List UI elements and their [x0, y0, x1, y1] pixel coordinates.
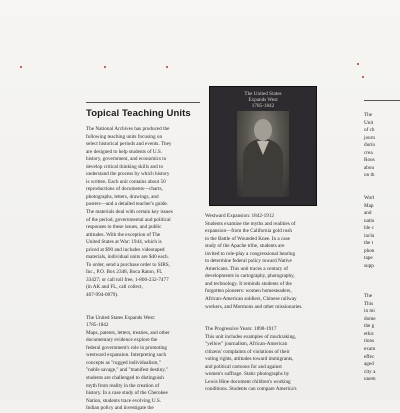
ink-speck [357, 63, 359, 65]
col3-line [364, 180, 400, 188]
col3-line: This [364, 300, 374, 307]
col3-line: natio [364, 217, 375, 224]
ink-speck [104, 66, 106, 68]
intro-line: history, government, and economics to [86, 156, 167, 163]
col3-line: crea [364, 149, 373, 156]
unit1-line: concepts as "rugged individualism," [86, 359, 161, 366]
book-cover-title [210, 91, 316, 109]
intro-line: reproductions of documents—charts, [86, 186, 163, 193]
col3-line: durin [364, 142, 375, 149]
col3-line: tions [364, 338, 375, 345]
unit1-line: federal government's role in promoting [86, 344, 168, 351]
col3-line: supp [364, 262, 374, 269]
unit1-line: "noble savage," and "manifest destiny," [86, 367, 168, 374]
unit1-dates: 1785-1842 [86, 322, 109, 329]
intro-line: are designed to help students of U.S. [86, 148, 163, 155]
col3-line [364, 270, 400, 278]
col3-fragments [364, 112, 400, 384]
col3-line: effec [364, 353, 375, 360]
col3-line: city a [364, 368, 376, 375]
col3-line: the g [364, 323, 375, 330]
intro-line: following teaching units focusing on [86, 133, 163, 140]
col3-line: inclu [364, 232, 375, 239]
unit3-line: "yellow" journalism, African-American [205, 341, 288, 348]
col3-line: ethic [364, 330, 375, 337]
unit2-line: forgotten pioneers: women homesteaders, [205, 288, 292, 295]
col3-line: ble c [364, 225, 374, 232]
intro-line: posters—and a detailed teacher's guide. [86, 201, 169, 208]
col3-line: on th [364, 172, 375, 179]
col3-top-rule [364, 100, 400, 101]
col3-line: Unit [364, 119, 374, 126]
unit2-line: workers, and Mormons and other missionaries. [205, 303, 303, 310]
intro-line: attitudes. With the exception of The [86, 231, 161, 238]
col3-line: Roos [364, 157, 375, 164]
unit3-heading: The Progressive Years: 1898-1917 [205, 326, 277, 333]
unit2-line: Students examine the myths and realities of [205, 220, 296, 227]
intro-line: Inc., P.O. Box 2348, Boca Raton, FL [86, 269, 163, 276]
unit3-line: and political cartoons for and against [205, 363, 282, 370]
unit1-line: documentary evidence explore the [86, 337, 158, 344]
unit2-line: to the Battle of Wounded Knee. In a case [205, 235, 290, 242]
unit1-line: history. In a case study of the Cherokee [86, 390, 168, 397]
intro-line: of the period, governmental and political [86, 216, 171, 223]
unit1-line: myth from reality in the creation of [86, 382, 160, 389]
intro-line: select historical periods and events. They [86, 141, 172, 148]
intro-line: is written. Each unit contains about 50 [86, 178, 166, 185]
ink-speck [166, 66, 168, 68]
col3-line: phon [364, 247, 375, 254]
col3-line: abou [364, 164, 375, 171]
col3-line: the t [364, 240, 374, 247]
book-cover-line: 1785-1842 [251, 103, 275, 109]
unit1-line: Maps, patents, letters, treaties, and other [86, 329, 170, 336]
unit3-line: This unit includes examples of muckraking, [205, 333, 297, 340]
col3-line: aged [364, 361, 374, 368]
unit1-body [86, 330, 202, 413]
unit2-heading: Westward Expansion: 1842-1912 [205, 213, 275, 219]
unit1-line: students are challenged to distinguish [86, 374, 164, 381]
col3-line: journ [364, 134, 375, 141]
page-title: Topical Teaching Units [86, 108, 191, 119]
col3-line [364, 286, 400, 294]
column-left [86, 126, 202, 413]
unit1-line: westward expansion. Interpreting such [86, 352, 167, 359]
book-cover-line: Expands West [248, 97, 278, 103]
unit3-body [205, 334, 324, 394]
book-cover-image [209, 86, 317, 206]
column-right-cropped [364, 112, 400, 384]
intro-line: The National Archives has produced the [86, 126, 170, 132]
column-middle [205, 213, 324, 394]
unit2-line: to determine federal policy toward Native [205, 258, 292, 265]
intro-line: materials, individual units are $40 each. [86, 254, 169, 261]
unit2-line: developments in cartography, photography, [205, 273, 295, 280]
col3-line [364, 187, 400, 195]
unit3-line: Lewis Hine document children's working [205, 378, 291, 385]
unit2-line: study of the Apache tribe, students are [205, 243, 285, 250]
intro-line: (in AK and FL, call collect, [86, 284, 143, 291]
unit3-line: women's suffrage. Static photographs by [205, 371, 290, 378]
col3-line: of ch [364, 127, 375, 134]
intro-line: The materials deal with certain key issues [86, 209, 173, 216]
col3-line: tape [364, 255, 373, 262]
unit3-line: conditions. Students can compare America's [205, 386, 297, 393]
col3-line: in mi [364, 308, 375, 315]
intro-line: priced at $90 and includes videotaped [86, 246, 165, 253]
unit2-line: African-American soldiers, Chinese railway [205, 296, 297, 303]
intro-line: understand the process by which history [86, 171, 170, 178]
intro-line: photographs, letters, drawings, and [86, 193, 159, 200]
unit2-body [205, 221, 324, 312]
intro-line: develop critical thinking skills and to [86, 163, 164, 170]
col3-line [364, 278, 400, 286]
intro-line: 407-994-0079). [86, 292, 119, 299]
intro-paragraph [86, 126, 202, 300]
unit2-line: and technology. It reminds students of the [205, 280, 292, 287]
unit2-line: invited to role-play a congressional hearing [205, 250, 296, 257]
intro-line: responses to these issues, and public [86, 224, 162, 231]
col3-line: The [364, 112, 373, 118]
unit2-line: Americans. This unit traces a century of [205, 265, 289, 272]
col3-line: exam [364, 345, 376, 352]
col3-line: dome [364, 315, 376, 322]
portrait-photo [237, 111, 289, 197]
top-rule [86, 102, 200, 103]
col3-line: Worl [364, 195, 375, 202]
ink-speck [362, 76, 364, 78]
unit1-line: Nation, students trace evolving U.S. [86, 397, 162, 404]
unit3-line: citizens' complaints of violations of their [205, 348, 290, 355]
unit1-line: Indian policy and investigate the [86, 405, 154, 412]
col3-line: unem [364, 376, 376, 383]
intro-line: To order, send a purchase order to SIRS, [86, 261, 170, 268]
ink-speck [20, 66, 22, 68]
col3-line: and [364, 210, 372, 217]
intro-line: 33427; or call toll free, 1-800-232-7477 [86, 276, 169, 283]
portrait-head [254, 119, 272, 141]
unit2-line: expansion—from the California gold rush [205, 228, 293, 235]
book-cover-line: The United States [244, 91, 282, 97]
unit3-line: voting rights, attitudes toward immigrants, [205, 356, 294, 363]
col3-line: Map [364, 202, 374, 209]
intro-line: United States at War: 1944, which is [86, 239, 162, 246]
unit1-heading: The United States Expands West: [86, 314, 156, 321]
col3-line: The [364, 293, 373, 300]
